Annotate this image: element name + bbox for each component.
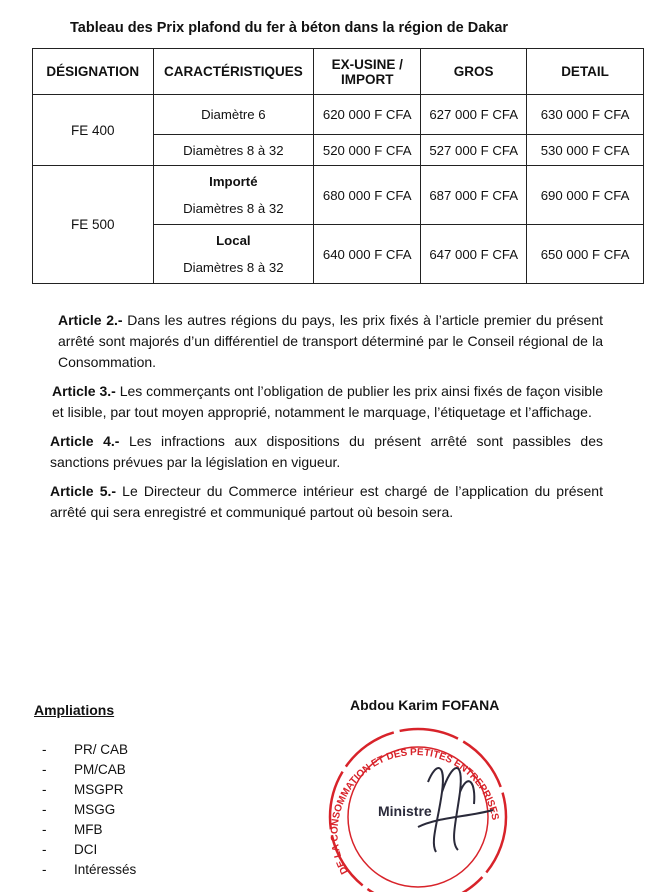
price-ex-cell: 520 000 F CFA bbox=[314, 135, 421, 166]
price-ex-cell: 680 000 F CFA bbox=[314, 166, 421, 225]
header-gros: GROS bbox=[421, 49, 527, 95]
price-ex-cell: 620 000 F CFA bbox=[314, 95, 421, 135]
list-item: - PM/CAB bbox=[42, 760, 136, 780]
designation-fe400: FE 400 bbox=[33, 95, 154, 166]
article-4 bbox=[50, 431, 603, 473]
table-title: Tableau des Prix plafond du fer à béton dans la région de Dakar bbox=[70, 20, 509, 36]
price-table bbox=[32, 48, 644, 284]
article-label: Article 2.- bbox=[58, 312, 123, 328]
header-detail: DETAIL bbox=[527, 49, 644, 95]
header-ex-usine: EX-USINE / IMPORT bbox=[314, 49, 421, 95]
list-item: - DCI bbox=[42, 840, 136, 860]
designation-fe500: FE 500 bbox=[33, 166, 154, 284]
spec-text: Diamètres 8 à 32 bbox=[183, 260, 284, 275]
article-label: Article 4.- bbox=[50, 433, 120, 449]
official-stamp bbox=[318, 722, 518, 892]
price-gros-cell: 647 000 F CFA bbox=[421, 225, 527, 284]
spec-text: Diamètres 8 à 32 bbox=[183, 201, 284, 216]
article-text: Les infractions aux dispositions du présent arrêté sont passibles des sanctions prévues par la législation en vigueur. bbox=[50, 433, 603, 470]
list-item: - MSGPR bbox=[42, 780, 136, 800]
price-detail-cell: 690 000 F CFA bbox=[527, 166, 644, 225]
header-characteristics: CARACTÉRISTIQUES bbox=[153, 49, 314, 95]
spec-cell: Diamètre 6 bbox=[153, 95, 314, 135]
article-text: Dans les autres régions du pays, les prix fixés à l’article premier du présent arrêté sont majorés d’un différentiel de transport déterminé par le Conseil régional de la Consommation. bbox=[58, 312, 603, 370]
articles-section bbox=[50, 310, 603, 531]
article-text: Le Directeur du Commerce intérieur est chargé de l’application du présent arrêté qui sera enregistré et communiqué partout où besoin sera. bbox=[50, 483, 603, 520]
price-detail-cell: 650 000 F CFA bbox=[527, 225, 644, 284]
table-header-row bbox=[33, 49, 644, 95]
article-text: Les commerçants ont l’obligation de publier les prix ainsi fixés de façon visible et lisible, par tout moyen approprié, notamment le marquage, l’étiquetage et l’affichage. bbox=[52, 383, 603, 420]
header-designation: DÉSIGNATION bbox=[33, 49, 154, 95]
spec-subtitle: Local bbox=[216, 233, 251, 248]
spec-subtitle: Importé bbox=[209, 174, 258, 189]
article-label: Article 5.- bbox=[50, 483, 117, 499]
ampliations-list bbox=[42, 740, 136, 880]
stamp-arc-path-text: DE LA CONSOMMATION ET DES PETITES ENTREPRISES bbox=[329, 746, 501, 876]
spec-cell: Diamètres 8 à 32 bbox=[153, 135, 314, 166]
list-item: - MFB bbox=[42, 820, 136, 840]
price-gros-cell: 527 000 F CFA bbox=[421, 135, 527, 166]
price-gros-cell: 687 000 F CFA bbox=[421, 166, 527, 225]
list-item: - Intéressés bbox=[42, 860, 136, 880]
stamp-center-word: Ministre bbox=[378, 803, 432, 819]
list-item: - MSGG bbox=[42, 800, 136, 820]
signer-name: Abdou Karim FOFANA bbox=[350, 697, 500, 713]
price-gros-cell: 627 000 F CFA bbox=[421, 95, 527, 135]
article-label: Article 3.- bbox=[52, 383, 116, 399]
price-ex-cell: 640 000 F CFA bbox=[314, 225, 421, 284]
price-detail-cell: 630 000 F CFA bbox=[527, 95, 644, 135]
list-item: - PR/ CAB bbox=[42, 740, 136, 760]
article-2 bbox=[58, 310, 603, 373]
spec-cell bbox=[153, 166, 314, 225]
table-row bbox=[33, 95, 644, 135]
ampliations-title: Ampliations bbox=[34, 702, 115, 718]
table-row bbox=[33, 166, 644, 225]
price-detail-cell: 530 000 F CFA bbox=[527, 135, 644, 166]
article-3 bbox=[52, 381, 603, 423]
spec-cell bbox=[153, 225, 314, 284]
article-5 bbox=[50, 481, 603, 523]
